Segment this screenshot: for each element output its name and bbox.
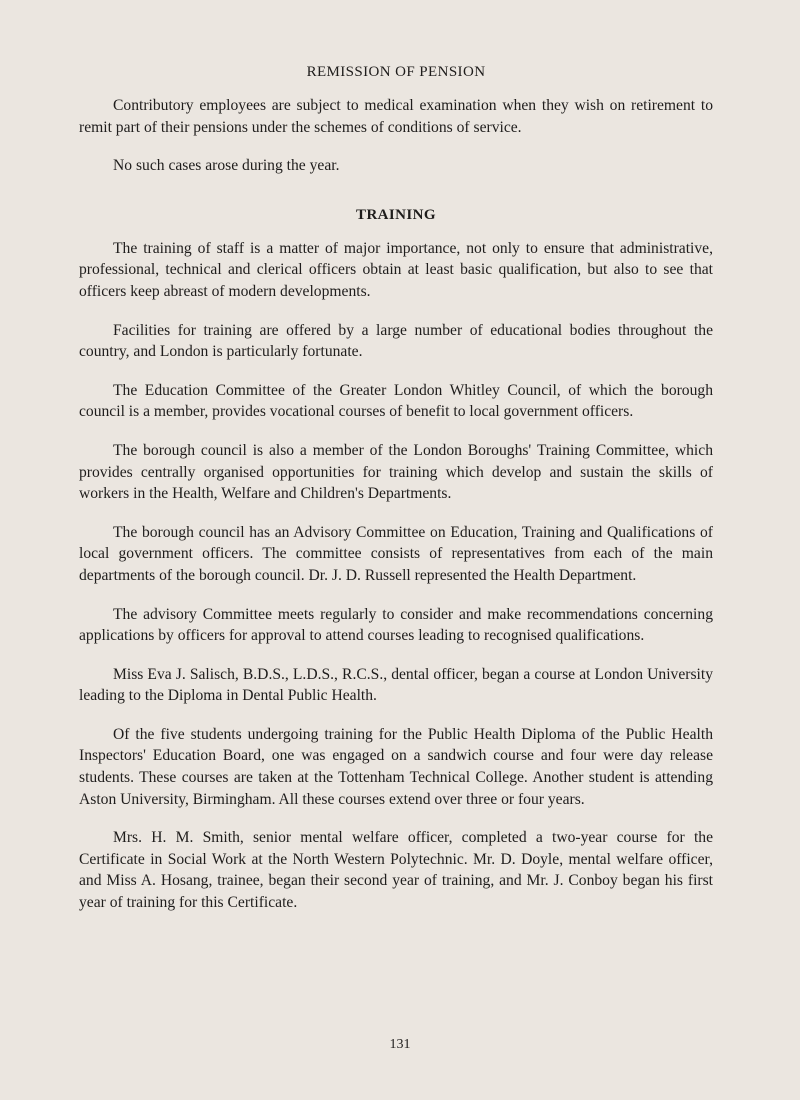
paragraph: The training of staff is a matter of major importance, not only to ensure that administrative, professional, technical and clerical officers obtain at least basic qualification, but also to see that officers keep abreast of modern developments.	[79, 239, 713, 300]
paragraph: Of the five students undergoing training for the Public Health Diploma of the Public Health Inspectors' Education Board, one was engaged on a sandwich course and four were day release students. These courses are taken at the Tottenham Technical College. Another student is attending Aston University, Birmingham. All these courses extend over three or four years.	[79, 725, 713, 808]
paragraph: No such cases arose during the year.	[113, 157, 340, 175]
paragraph: The Education Committee of the Greater London Whitley Council, of which the borough council is a member, provides vocational courses of benefit to local government officers.	[79, 381, 713, 421]
page-content	[79, 60, 713, 931]
paragraph: The advisory Committee meets regularly to consider and make recommendations concerning applications by officers for approval to attend courses leading to recognised qualifications.	[79, 605, 713, 645]
page-number: 131	[389, 1037, 411, 1052]
paragraph: Miss Eva J. Salisch, B.D.S., L.D.S., R.C.S., dental officer, began a course at London University leading to the Diploma in Dental Public Health.	[79, 665, 713, 705]
paragraph: Facilities for training are offered by a large number of educational bodies throughout the country, and London is particularly fortunate.	[79, 321, 713, 361]
paragraph: The borough council is also a member of the London Boroughs' Training Committee, which provides centrally organised opportunities for training which develop and sustain the skills of workers in the Health, Welfare and Children's Departments.	[79, 441, 713, 503]
section-heading-training: TRAINING	[356, 206, 436, 223]
paragraph: Contributory employees are subject to medical examination when they wish on retirement to remit part of their pensions under the schemes of conditions of service.	[79, 97, 713, 136]
section-heading-remission-of-pension: REMISSION OF PENSION	[306, 64, 486, 80]
paragraph: The borough council has an Advisory Committee on Education, Training and Qualifications of local government officers. The committee consists of representatives from each of the main departments of the borough council. Dr. J. D. Russell represented the Health Department.	[79, 523, 713, 584]
paragraph: Mrs. H. M. Smith, senior mental welfare officer, completed a two-year course for the Certificate in Social Work at the North Western Polytechnic. Mr. D. Doyle, mental welfare officer, and Miss A. Hosang, trainee, began their second year of training, and Mr. J. Conboy began his first year of training for this Certificate.	[79, 829, 713, 912]
